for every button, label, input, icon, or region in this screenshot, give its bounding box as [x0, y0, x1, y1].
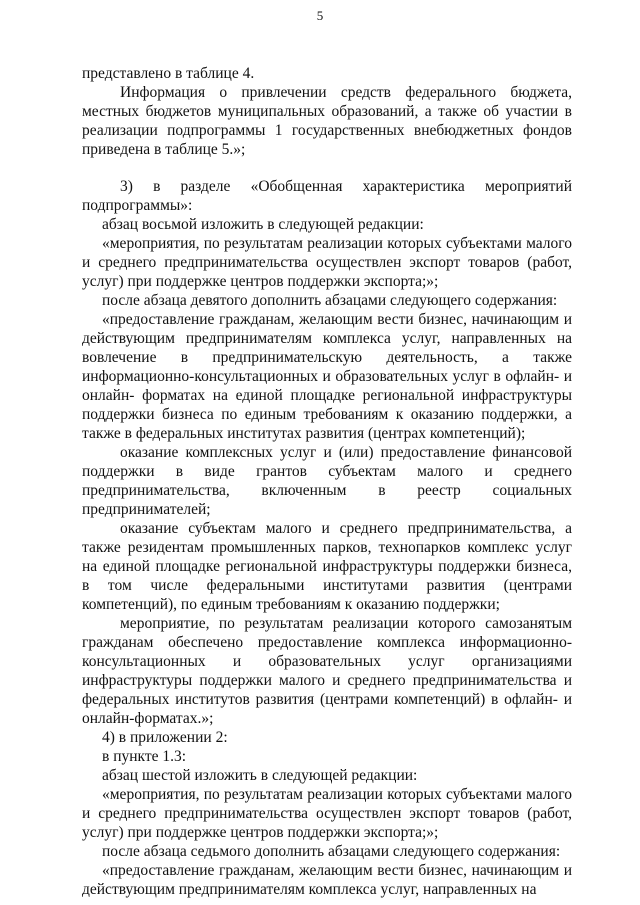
paragraph: «предоставление гражданам, желающим вести бизнес, начинающим и действующим предпринимателям комплекса услуг, направленных на вовлечение в предпринимательскую деятельность, а также информационно-консультационных и образовательных услуг в офлайн- и онлайн- форматах на единой площадке региональной инфраструктуры поддержки бизнеса по единым требованиям к оказанию поддержки, а также в федеральных институтах развития (центрах компетенций); [82, 311, 572, 442]
paragraph: абзац шестой изложить в следующей редакции: [102, 767, 418, 784]
paragraph: «предоставление гражданам, желающим вести бизнес, начинающим и действующим предпринимателям комплекса услуг, направленных на [82, 862, 572, 898]
paragraph: абзац восьмой изложить в следующей редакции: [102, 216, 424, 233]
paragraph: оказание комплексных услуг и (или) предоставление финансовой поддержки в виде грантов субъектам малого и среднего предпринимательства, включенным в реестр социальных предпринимателей; [82, 444, 572, 518]
paragraph: оказание субъектам малого и среднего предпринимательства, а также резидентам промышленных парков, технопарков комплекс услуг на единой площадке региональной инфраструктуры поддержки бизнеса, в том числе федеральными институтами развития (центрами компетенций), по единым требованиям к оказанию поддержки; [82, 520, 572, 613]
paragraph: в пункте 1.3: [102, 748, 187, 765]
paragraph: «мероприятия, по результатам реализации которых субъектами малого и среднего предпринимательства осуществлен экспорт товаров (работ, услуг) при поддержке центров поддержки экспорта;»; [82, 786, 572, 841]
paragraph: после абзаца девятого дополнить абзацами следующего содержания: [102, 292, 558, 309]
document-body [82, 64, 572, 899]
paragraph: 4) в приложении 2: [102, 729, 228, 746]
page-number: 5 [316, 8, 324, 23]
paragraph: после абзаца седьмого дополнить абзацами следующего содержания: [102, 843, 561, 860]
paragraph-gap [82, 159, 572, 177]
paragraph: мероприятие, по результатам реализации которого самозанятым гражданам обеспечено предоставление комплекса информационно-консультационных и образовательных услуг организациями инфраструктуры поддержки малого и среднего предпринимательства и федеральных институтов развития (центрами компетенций) в офлайн- и онлайн-форматах.»; [82, 615, 572, 727]
paragraph: «мероприятия, по результатам реализации которых субъектами малого и среднего предпринимательства осуществлен экспорт товаров (работ, услуг) при поддержке центров поддержки экспорта;»; [82, 235, 572, 290]
paragraph: 3) в разделе «Обобщенная характеристика мероприятий подпрограммы»: [82, 178, 572, 214]
paragraph: представлено в таблице 4. [82, 65, 255, 82]
paragraph: Информация о привлечении средств федерального бюджета, местных бюджетов муниципальных образований, а также об участии в реализации подпрограммы 1 государственных внебюджетных фондов приведена в таблице 5.»; [82, 84, 572, 158]
